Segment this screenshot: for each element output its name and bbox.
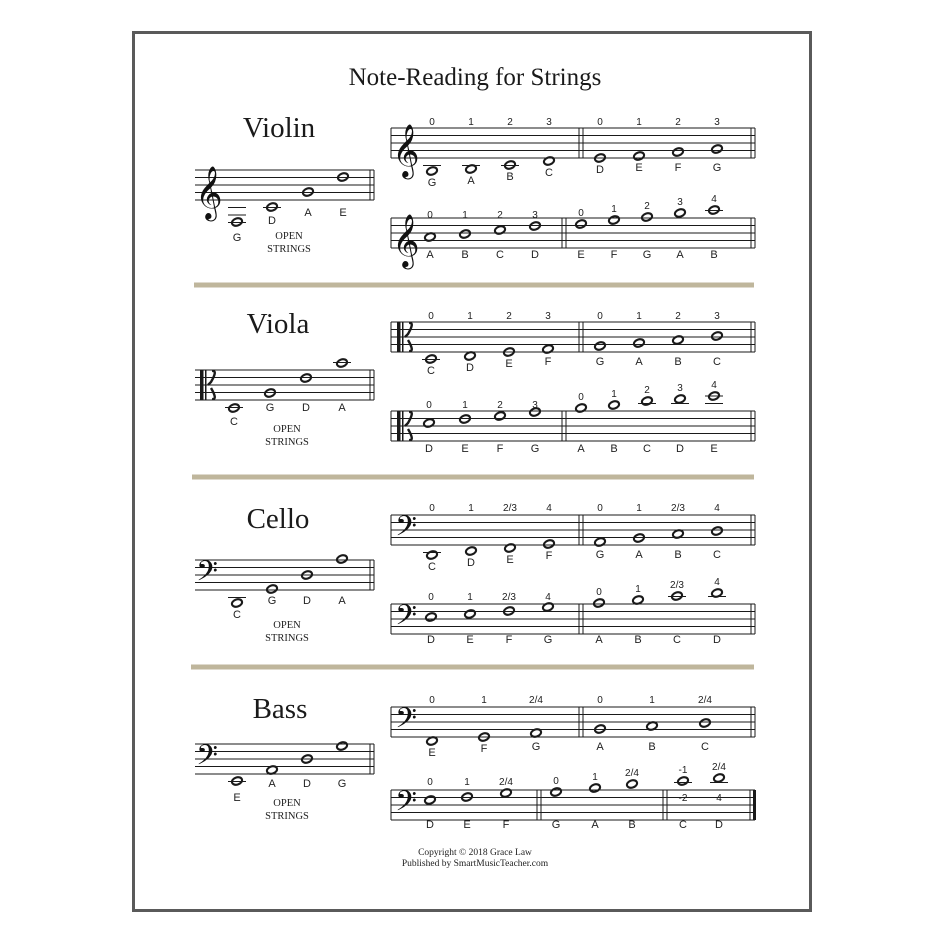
- note-name: C: [679, 819, 687, 831]
- treble-clef-icon: 𝄞: [392, 123, 420, 177]
- finger-number: 1: [611, 204, 617, 215]
- note-name: B: [461, 249, 469, 261]
- final-barline-thick: [753, 790, 756, 820]
- open-strings-caption: OPEN: [273, 798, 301, 809]
- finger-number: 1: [592, 772, 598, 783]
- bass-clef-icon: 𝄢: [196, 555, 218, 595]
- note-head: [423, 418, 435, 428]
- note-head: [543, 156, 555, 166]
- note-name: E: [466, 634, 474, 646]
- finger-number: 2: [644, 201, 650, 212]
- finger-number: 2: [497, 400, 503, 411]
- section-divider: [192, 475, 754, 480]
- note-head: [699, 718, 711, 728]
- note-head: [543, 539, 555, 549]
- open-string-label: D: [268, 215, 276, 227]
- note-name: C: [701, 741, 709, 753]
- alto-clef-icon: [402, 322, 404, 352]
- note-name: D: [713, 634, 721, 646]
- finger-number: 0: [597, 117, 603, 128]
- open-string-label: A: [268, 778, 276, 790]
- finger-number: 2/4: [625, 768, 639, 779]
- alto-clef-icon: [397, 411, 401, 441]
- finger-number: 1: [462, 400, 468, 411]
- note-head: [674, 394, 686, 404]
- note-name: E: [710, 443, 718, 455]
- note-name: B: [710, 249, 718, 261]
- note-name: B: [506, 171, 514, 183]
- note-head: [575, 403, 587, 413]
- finger-number: 1: [636, 503, 642, 514]
- note-head: [711, 331, 723, 341]
- note-name: A: [596, 741, 604, 753]
- finger-number: 2/3: [670, 580, 684, 591]
- note-name: B: [610, 443, 618, 455]
- note-name: F: [610, 249, 618, 261]
- note-name: D: [715, 819, 723, 831]
- note-head: [464, 609, 476, 619]
- note-head: [465, 546, 477, 556]
- note-name: D: [425, 443, 433, 455]
- note-name: F: [544, 356, 552, 368]
- finger-number: 1: [636, 311, 642, 322]
- finger-number: 3: [677, 197, 683, 208]
- finger-number: 1: [462, 210, 468, 221]
- finger-number: 1: [464, 777, 470, 788]
- note-name: C: [427, 365, 435, 377]
- note-name: D: [596, 164, 604, 176]
- note-head: [494, 225, 506, 235]
- note-name: F: [674, 162, 682, 174]
- finger-number: 4: [711, 380, 717, 391]
- note-name: G: [642, 249, 652, 261]
- finger-number: 2/3: [502, 592, 516, 603]
- note-head: [608, 400, 620, 410]
- note-name: E: [505, 358, 513, 370]
- note-name: C: [428, 561, 436, 573]
- finger-number: 3: [546, 117, 552, 128]
- note-head: [459, 229, 471, 239]
- finger-number: 0: [597, 311, 603, 322]
- alto-clef-icon: [205, 370, 207, 400]
- finger-number: 0: [553, 776, 559, 787]
- note-name: C: [545, 167, 553, 179]
- open-string-label: A: [338, 402, 346, 414]
- open-string-label: D: [303, 778, 311, 790]
- note-name: D: [466, 362, 474, 374]
- open-strings-caption: OPEN: [275, 231, 303, 242]
- note-name: D: [426, 819, 434, 831]
- finger-number: 0: [597, 695, 603, 706]
- note-name: E: [428, 747, 436, 759]
- finger-number: 2: [506, 311, 512, 322]
- note-name: G: [551, 819, 561, 831]
- note-name: D: [531, 249, 539, 261]
- open-string-label: A: [304, 207, 312, 219]
- open-strings-caption: STRINGS: [265, 437, 309, 448]
- open-strings-caption: STRINGS: [267, 244, 311, 255]
- note-name: B: [674, 549, 682, 561]
- finger-number: 4: [545, 592, 551, 603]
- finger-number: 0: [596, 587, 602, 598]
- alternate-finger: -2: [678, 793, 688, 804]
- section-divider: [194, 283, 754, 288]
- alto-clef-icon: [402, 411, 404, 441]
- instrument-title-cello: Cello: [246, 503, 310, 535]
- open-string-label: D: [302, 402, 310, 414]
- finger-number: 2: [675, 311, 681, 322]
- finger-number: 0: [428, 592, 434, 603]
- finger-number: 1: [649, 695, 655, 706]
- publisher-line: Published by SmartMusicTeacher.com: [401, 859, 549, 869]
- finger-number: 0: [429, 503, 435, 514]
- finger-number: 3: [714, 311, 720, 322]
- note-name: G: [530, 443, 540, 455]
- note-head: [626, 779, 638, 789]
- open-string-label: C: [230, 416, 238, 428]
- finger-number: 1: [481, 695, 487, 706]
- note-head: [641, 212, 653, 222]
- note-head: [672, 147, 684, 157]
- note-head: [594, 341, 606, 351]
- open-string-label: D: [303, 595, 311, 607]
- bass-clef-icon: 𝄢: [395, 785, 417, 825]
- bass-clef-icon: 𝄢: [395, 510, 417, 550]
- note-head: [713, 773, 725, 783]
- finger-number: 0: [597, 503, 603, 514]
- note-head: [425, 612, 437, 622]
- finger-number: 0: [578, 392, 584, 403]
- note-name: A: [426, 249, 434, 261]
- note-name: A: [635, 549, 643, 561]
- finger-number: 4: [714, 503, 720, 514]
- open-string-note: [266, 584, 278, 594]
- open-strings-caption: STRINGS: [265, 811, 309, 822]
- finger-number: 2: [497, 210, 503, 221]
- note-head: [608, 215, 620, 225]
- note-name: F: [545, 550, 553, 562]
- note-name: B: [634, 634, 642, 646]
- note-head: [550, 787, 562, 797]
- alto-clef-icon: [200, 370, 204, 400]
- open-string-label: E: [339, 207, 347, 219]
- finger-number: 3: [545, 311, 551, 322]
- note-name: D: [427, 634, 435, 646]
- note-head: [672, 335, 684, 345]
- finger-number: 2: [675, 117, 681, 128]
- note-name: A: [635, 356, 643, 368]
- open-string-note: [231, 598, 243, 608]
- note-name: G: [595, 549, 605, 561]
- finger-number: 1: [636, 117, 642, 128]
- note-name: A: [595, 634, 603, 646]
- note-name: A: [467, 175, 475, 187]
- finger-number: 0: [578, 208, 584, 219]
- finger-number: 2: [507, 117, 513, 128]
- finger-number: 0: [428, 311, 434, 322]
- finger-number: 1: [635, 584, 641, 595]
- open-string-label: G: [337, 778, 347, 790]
- note-head: [426, 550, 438, 560]
- note-name: C: [496, 249, 504, 261]
- finger-number: 3: [532, 210, 538, 221]
- open-string-label: A: [338, 595, 346, 607]
- finger-number: 1: [468, 503, 474, 514]
- note-name: D: [676, 443, 684, 455]
- open-strings-caption: STRINGS: [265, 633, 309, 644]
- finger-number: 2/3: [503, 503, 517, 514]
- note-name: C: [713, 356, 721, 368]
- note-head: [641, 396, 653, 406]
- note-head: [593, 598, 605, 608]
- finger-number: 2/3: [671, 503, 685, 514]
- instrument-title-violin: Violin: [242, 112, 316, 144]
- bass-clef-icon: 𝄢: [196, 739, 218, 779]
- open-string-label: C: [233, 609, 241, 621]
- note-head: [542, 602, 554, 612]
- note-name: G: [543, 634, 553, 646]
- instrument-title-viola: Viola: [246, 308, 310, 340]
- note-name: B: [674, 356, 682, 368]
- open-string-label: E: [233, 792, 241, 804]
- page-title: Note-Reading for Strings: [348, 64, 602, 91]
- note-head: [674, 208, 686, 218]
- note-name: B: [628, 819, 636, 831]
- note-name: E: [506, 554, 514, 566]
- finger-number: 2/4: [712, 762, 726, 773]
- note-name: C: [673, 634, 681, 646]
- note-name: G: [531, 741, 541, 753]
- note-head: [589, 783, 601, 793]
- note-name: C: [713, 549, 721, 561]
- bass-clef-icon: 𝄢: [395, 702, 417, 742]
- finger-number: 0: [427, 777, 433, 788]
- note-name: E: [635, 162, 643, 174]
- finger-number: 0: [427, 210, 433, 221]
- note-name: F: [502, 819, 510, 831]
- open-string-note: [336, 741, 348, 751]
- finger-number: 3: [714, 117, 720, 128]
- open-strings-caption: OPEN: [273, 620, 301, 631]
- finger-number: 2: [644, 385, 650, 396]
- note-head: [594, 537, 606, 547]
- open-strings-caption: OPEN: [273, 424, 301, 435]
- note-head: [542, 344, 554, 354]
- note-head: [711, 526, 723, 536]
- bass-clef-icon: 𝄢: [395, 599, 417, 639]
- finger-number: -1: [678, 765, 688, 776]
- note-head: [504, 543, 516, 553]
- note-name: E: [463, 819, 471, 831]
- finger-number: 2/4: [499, 777, 513, 788]
- note-head: [424, 795, 436, 805]
- open-string-label: G: [232, 232, 242, 244]
- open-string-note: [336, 554, 348, 564]
- note-name: G: [595, 356, 605, 368]
- copyright-notice: [0, 848, 950, 870]
- instrument-title-bass: Bass: [252, 693, 308, 725]
- finger-number: 1: [611, 389, 617, 400]
- open-string-label: G: [267, 595, 277, 607]
- note-head: [677, 776, 689, 786]
- note-head: [426, 166, 438, 176]
- treble-clef-icon: 𝄞: [195, 165, 223, 219]
- note-name: D: [467, 557, 475, 569]
- copyright-line: Copyright © 2018 Grace Law: [418, 848, 532, 858]
- finger-number: 1: [467, 592, 473, 603]
- treble-clef-icon: 𝄞: [392, 213, 420, 267]
- note-name: C: [643, 443, 651, 455]
- note-name: E: [461, 443, 469, 455]
- finger-number: 1: [467, 311, 473, 322]
- note-name: A: [577, 443, 585, 455]
- open-string-label: G: [265, 402, 275, 414]
- finger-number: 0: [426, 400, 432, 411]
- note-name: G: [712, 162, 722, 174]
- finger-number: 0: [429, 695, 435, 706]
- section-divider: [191, 665, 754, 670]
- note-name: F: [496, 443, 504, 455]
- finger-number: 3: [677, 383, 683, 394]
- alternate-finger: 4: [716, 793, 722, 804]
- note-head: [494, 411, 506, 421]
- finger-number: 2/4: [529, 695, 543, 706]
- note-head: [633, 151, 645, 161]
- finger-number: 3: [532, 400, 538, 411]
- note-name: B: [648, 741, 656, 753]
- finger-number: 4: [546, 503, 552, 514]
- note-name: F: [480, 743, 488, 755]
- finger-number: 4: [714, 577, 720, 588]
- note-name: A: [591, 819, 599, 831]
- finger-number: 1: [468, 117, 474, 128]
- finger-number: 4: [711, 194, 717, 205]
- note-head: [633, 338, 645, 348]
- note-name: G: [427, 177, 437, 189]
- finger-number: 2/4: [698, 695, 712, 706]
- alto-clef-icon: [397, 322, 401, 352]
- note-head: [711, 144, 723, 154]
- finger-number: 0: [429, 117, 435, 128]
- note-name: E: [577, 249, 585, 261]
- note-head: [500, 788, 512, 798]
- note-name: A: [676, 249, 684, 261]
- note-name: F: [505, 634, 513, 646]
- note-head: [575, 219, 587, 229]
